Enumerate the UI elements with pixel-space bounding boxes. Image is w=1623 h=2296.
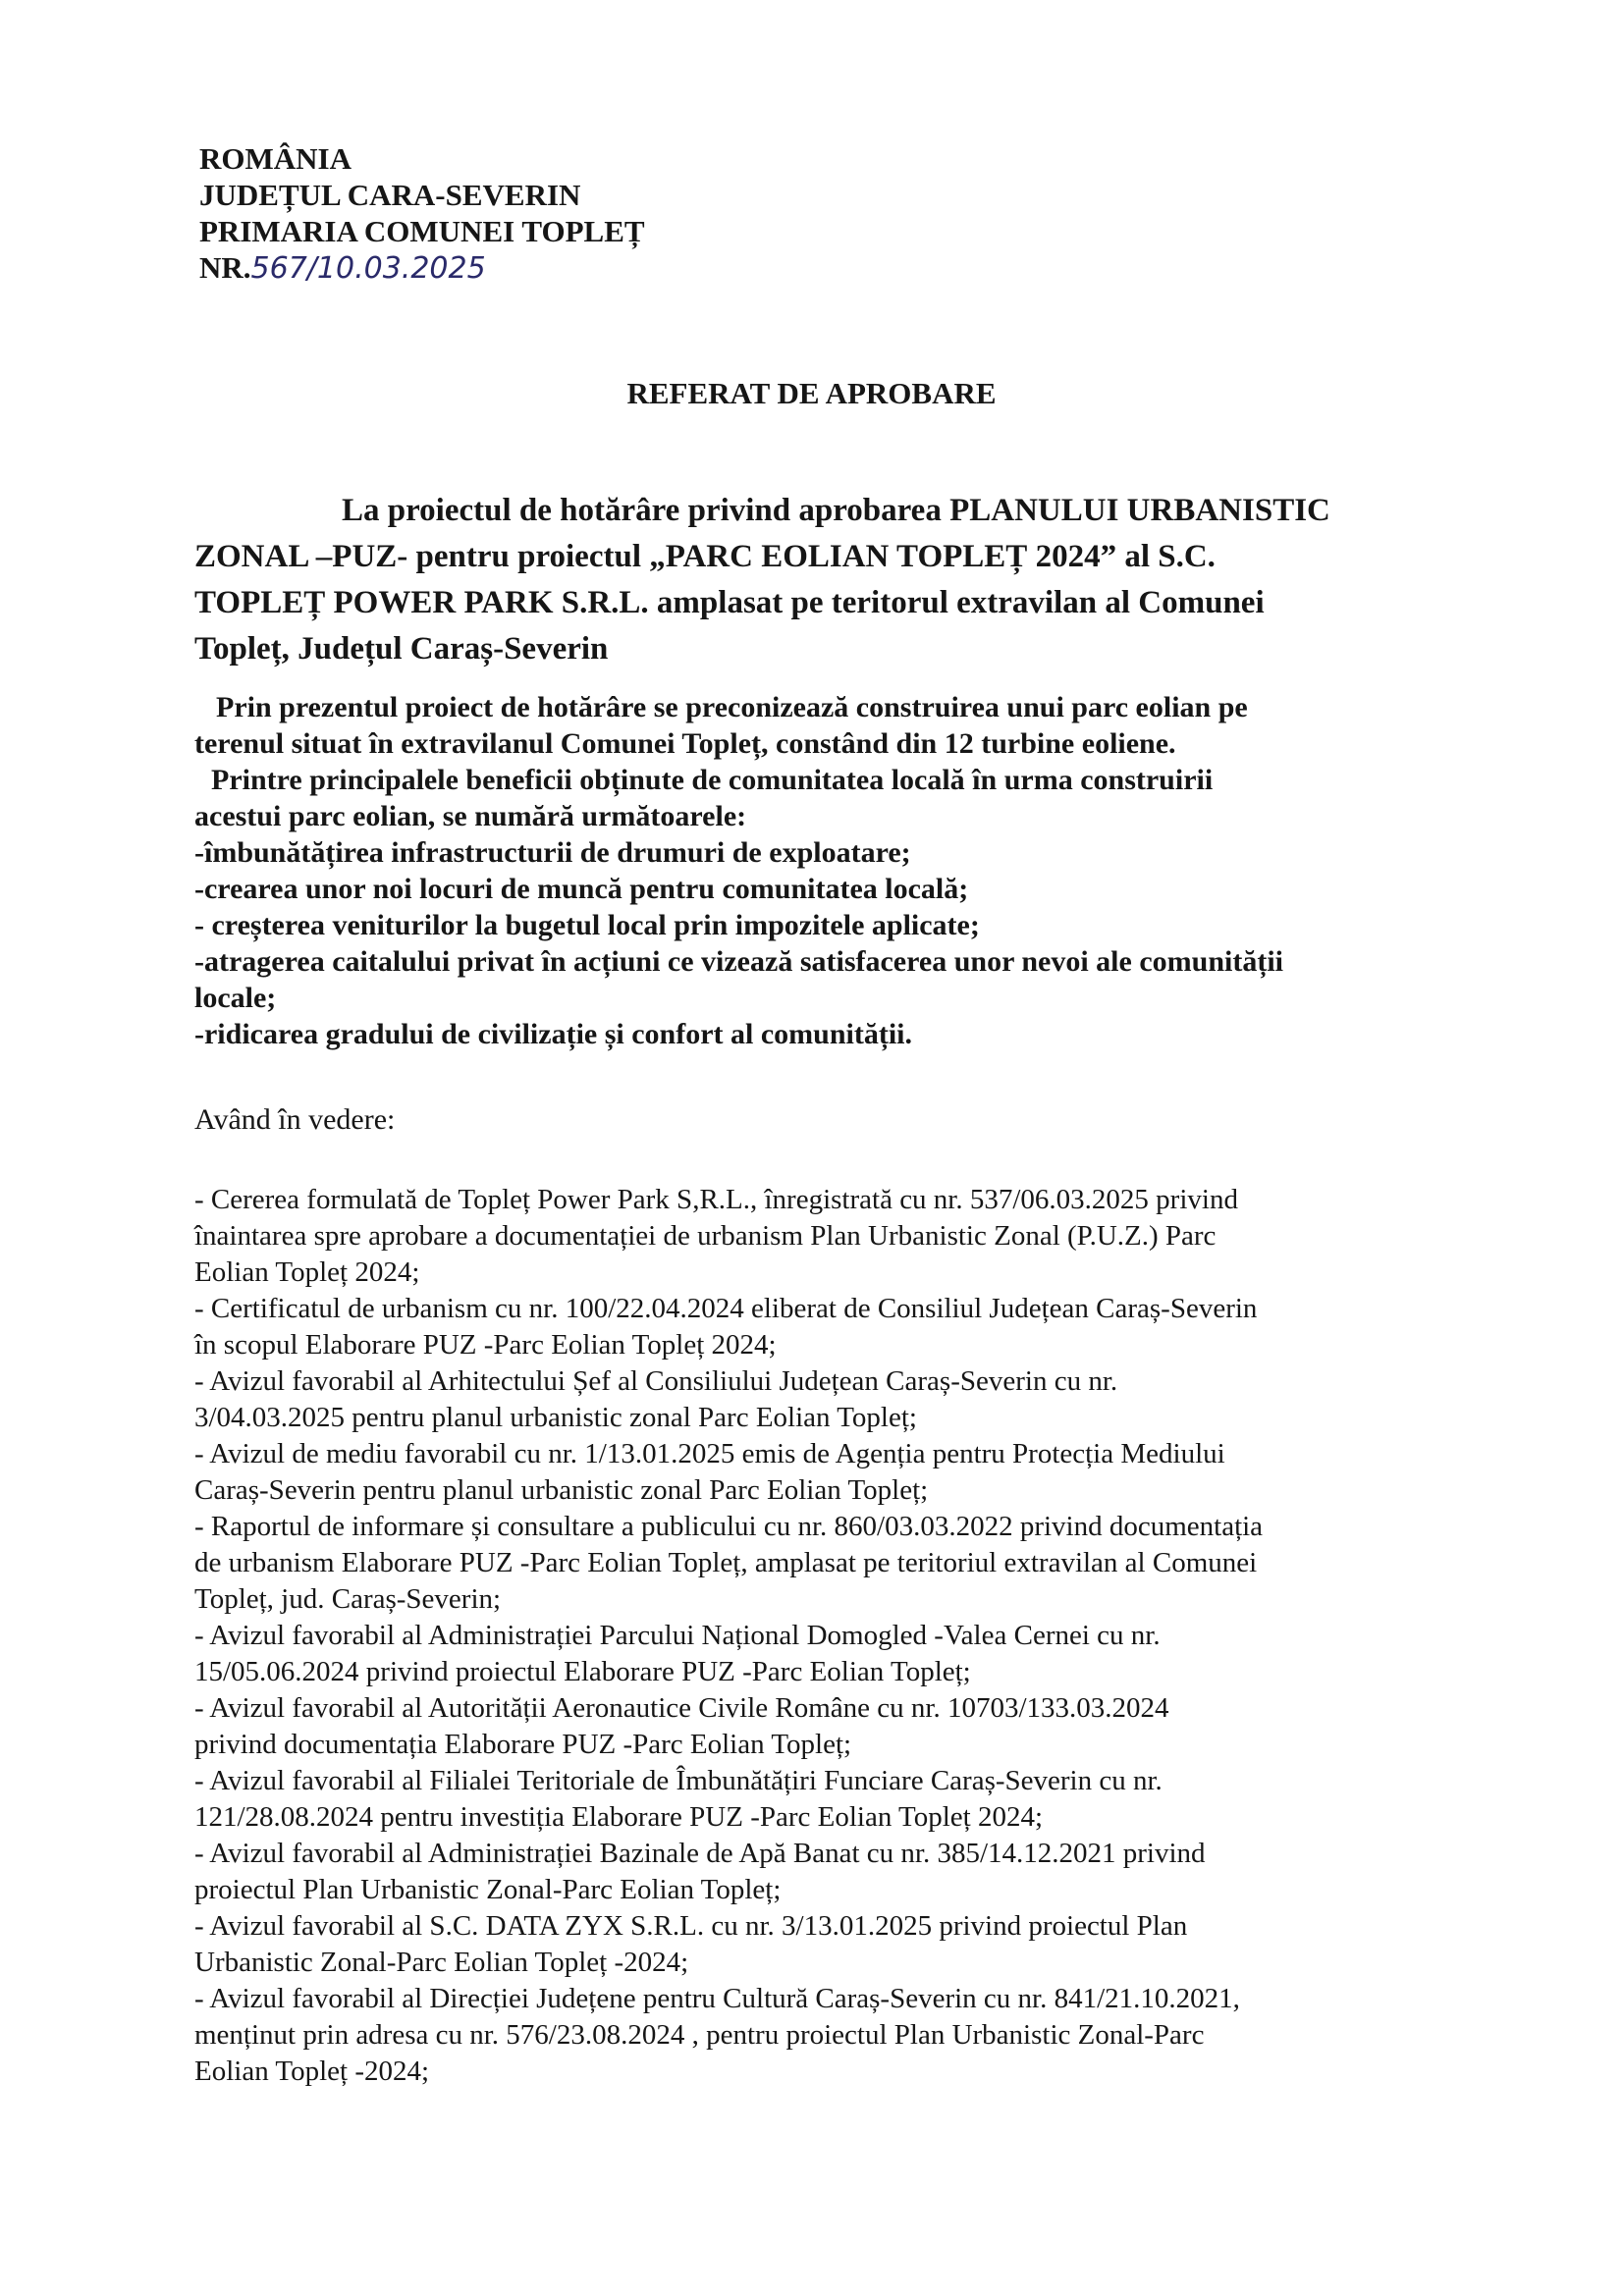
benefits-line: terenul situat în extravilanul Comunei Topleț, constând din 12 turbine eoliene. xyxy=(194,727,1176,760)
consideration-line: Topleț, jud. Caraș-Severin; xyxy=(194,1583,502,1615)
header-country: ROMÂNIA xyxy=(199,141,352,176)
consideration-line: - Avizul favorabil al Arhitectului Șef al Consiliului Județean Caraș-Severin cu nr. xyxy=(194,1365,1118,1397)
benefits-line: Printre principalele beneficii obținute de comunitatea locală în urma construirii xyxy=(211,764,1214,796)
consideration-line: - Avizul favorabil al Administrației Bazinale de Apă Banat cu nr. 385/14.12.2021 privind xyxy=(194,1838,1206,1869)
project-line: TOPLEȚ POWER PARK S.R.L. amplasat pe teritorul extravilan al Comunei xyxy=(194,585,1265,620)
document-header xyxy=(199,140,645,287)
header-county: JUDEȚUL CARA-SEVERIN xyxy=(199,178,581,212)
registration-number xyxy=(199,249,645,287)
project-line: La proiectul de hotărâre privind aprobarea PLANULUI URBANISTIC xyxy=(342,493,1330,528)
consideration-line: Caraș-Severin pentru planul urbanistic zonal Parc Eolian Topleț; xyxy=(194,1474,929,1506)
consideration-line: privind documentația Elaborare PUZ -Parc Eolian Topleț; xyxy=(194,1729,852,1760)
registration-number-value: 567/10.03.2025 xyxy=(250,251,486,286)
consideration-line: - Avizul favorabil al Filialei Teritoriale de Îmbunătățiri Funciare Caraș-Severin cu nr. xyxy=(194,1765,1163,1796)
consideration-line: - Cererea formulată de Topleț Power Park S,R.L., înregistrată cu nr. 537/06.03.2025 privind xyxy=(194,1184,1238,1215)
benefit-item: - creșterea veniturilor la bugetul local prin impozitele aplicate; xyxy=(194,909,980,941)
benefit-item: -atragerea caitalului privat în acțiuni ce vizează satisfacerea unor nevoi ale comunității xyxy=(194,945,1283,978)
considerations-list xyxy=(194,1182,1471,2090)
consideration-line: - Avizul de mediu favorabil cu nr. 1/13.01.2025 emis de Agenția pentru Protecția Mediului xyxy=(194,1438,1225,1469)
considerations-intro: Având în vedere: xyxy=(194,1103,396,1136)
consideration-line: 15/05.06.2024 privind proiectul Elaborare PUZ -Parc Eolian Topleț; xyxy=(194,1656,971,1687)
consideration-line: - Certificatul de urbanism cu nr. 100/22.04.2024 eliberat de Consiliul Județean Caraș-Severin xyxy=(194,1293,1258,1324)
consideration-line: - Avizul favorabil al Autorității Aeronautice Civile Române cu nr. 10703/133.03.2024 xyxy=(194,1692,1169,1724)
document-title: REFERAT DE APROBARE xyxy=(626,376,997,410)
benefit-item: locale; xyxy=(194,982,277,1014)
consideration-line: Eolian Topleț -2024; xyxy=(194,2056,430,2087)
consideration-line: Urbanistic Zonal-Parc Eolian Topleț -2024; xyxy=(194,1947,689,1978)
consideration-line: - Avizul favorabil al Administrației Parcului Național Domogled -Valea Cernei cu nr. xyxy=(194,1620,1161,1651)
consideration-line: - Raportul de informare și consultare a publicului cu nr. 860/03.03.2022 privind documentația xyxy=(194,1511,1264,1542)
consideration-line: menținut prin adresa cu nr. 576/23.08.2024 , pentru proiectul Plan Urbanistic Zonal-Parc xyxy=(194,2019,1205,2051)
consideration-line: de urbanism Elaborare PUZ -Parc Eolian Topleț, amplasat pe teritoriul extravilan al Comunei xyxy=(194,1547,1258,1578)
header-office: PRIMARIA COMUNEI TOPLEȚ xyxy=(199,214,645,248)
consideration-line: în scopul Elaborare PUZ -Parc Eolian Topleț 2024; xyxy=(194,1329,777,1361)
benefit-item: -îmbunătățirea infrastructurii de drumuri de exploatare; xyxy=(194,836,911,869)
consideration-line: Eolian Topleț 2024; xyxy=(194,1256,420,1288)
registration-number-label: NR. xyxy=(199,250,251,285)
consideration-line: 121/28.08.2024 pentru investiția Elaborare PUZ -Parc Eolian Topleț 2024; xyxy=(194,1801,1044,1833)
consideration-line: 3/04.03.2025 pentru planul urbanistic zonal Parc Eolian Topleț; xyxy=(194,1402,917,1433)
consideration-line: înaintarea spre aprobare a documentației de urbanism Plan Urbanistic Zonal (P.U.Z.) Parc xyxy=(194,1220,1217,1252)
benefits-section xyxy=(194,689,1461,1052)
benefits-line: acestui parc eolian, se numără următoarele: xyxy=(194,800,747,832)
consideration-line: proiectul Plan Urbanistic Zonal-Parc Eolian Topleț; xyxy=(194,1874,782,1905)
consideration-line: - Avizul favorabil al Direcției Județene pentru Cultură Caraș-Severin cu nr. 841/21.10.2021, xyxy=(194,1983,1240,2014)
consideration-line: - Avizul favorabil al S.C. DATA ZYX S.R.L. cu nr. 3/13.01.2025 privind proiectul Plan xyxy=(194,1910,1188,1942)
benefits-line: Prin prezentul proiect de hotărâre se preconizează construirea unui parc eolian pe xyxy=(216,691,1248,723)
project-line: Topleț, Județul Caraș-Severin xyxy=(194,631,609,667)
project-description xyxy=(194,488,1441,672)
benefit-item: -crearea unor noi locuri de muncă pentru comunitatea locală; xyxy=(194,873,969,905)
benefit-item: -ridicarea gradului de civilizație și confort al comunității. xyxy=(194,1018,913,1050)
project-line: ZONAL –PUZ- pentru proiectul „PARC EOLIAN TOPLEȚ 2024” al S.C. xyxy=(194,539,1216,574)
